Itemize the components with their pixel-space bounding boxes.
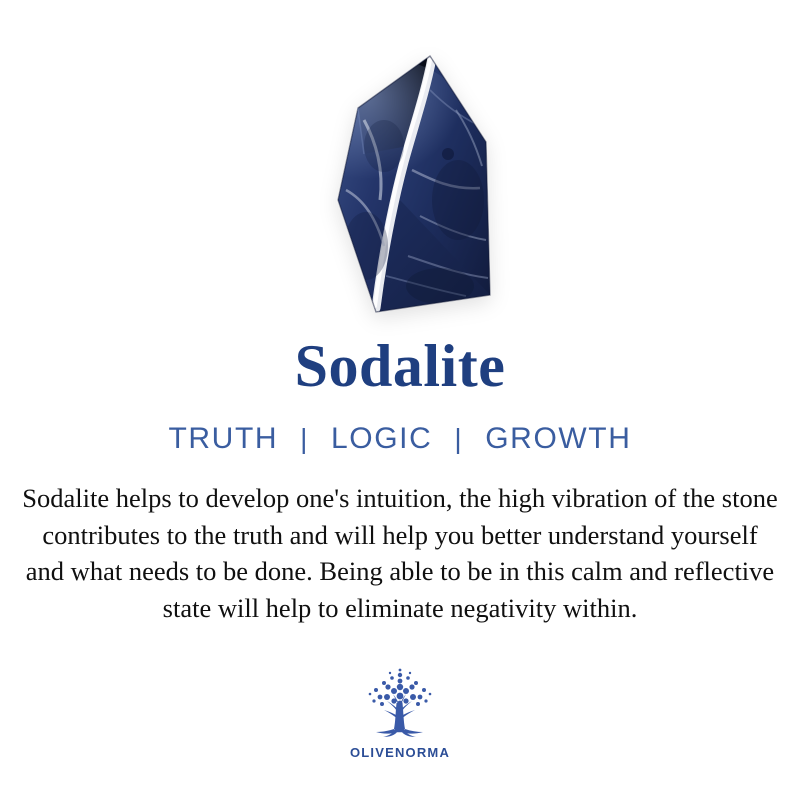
keyword-logic: LOGIC (331, 422, 433, 455)
keyword-truth: TRUTH (168, 422, 279, 455)
crystal-image (280, 50, 520, 318)
brand-block (350, 667, 450, 760)
page-title: Sodalite (294, 333, 506, 399)
keyword-separator: | (454, 423, 464, 454)
product-description: Sodalite helps to develop one's intuition, the high vibration of the stone contributes to the truth and will help you better understand yourself and what needs to be done. Being able to be in this calm and reflective state will help to eliminate negativity within. (22, 483, 778, 623)
sodalite-crystal-icon (280, 50, 520, 318)
crystal-image-area (0, 0, 800, 330)
keyword-separator: | (300, 423, 310, 454)
keyword-growth: GROWTH (485, 422, 632, 455)
tree-of-life-icon (354, 667, 446, 743)
keyword-list (146, 422, 653, 456)
brand-name: OLIVENORMA (349, 744, 451, 760)
